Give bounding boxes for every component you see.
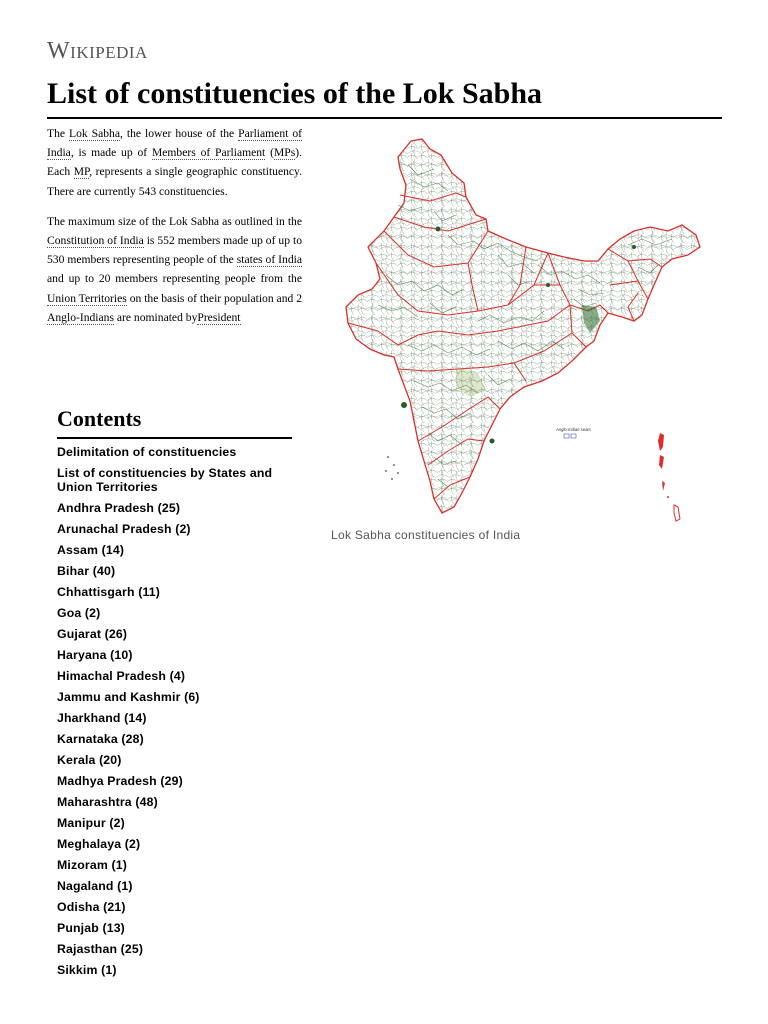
intro-text: [47, 124, 302, 338]
toc-item-chhattisgarh[interactable]: Chhattisgarh (11): [57, 585, 160, 599]
link-mps[interactable]: MPs: [273, 146, 296, 160]
toc-item-maharashtra[interactable]: Maharashtra (48): [57, 795, 158, 809]
toc-item-jharkhand[interactable]: Jharkhand (14): [57, 711, 147, 725]
toc-item-haryana[interactable]: Haryana (10): [57, 648, 133, 662]
link-lok-sabha[interactable]: Lok Sabha: [69, 127, 120, 140]
toc-item-meghalaya[interactable]: Meghalaya (2): [57, 837, 141, 851]
toc-item-goa[interactable]: Goa (2): [57, 606, 101, 620]
toc-item-delimitation[interactable]: Delimitation of constituencies: [57, 445, 237, 459]
toc-item-punjab[interactable]: Punjab (13): [57, 921, 125, 935]
text: (: [265, 146, 274, 160]
toc-item-manipur[interactable]: Manipur (2): [57, 816, 125, 830]
text: The maximum size of the Lok Sabha as outlined in the: [47, 214, 302, 228]
andaman-nicobar-islands: [658, 433, 680, 521]
toc-item-bihar[interactable]: Bihar (40): [57, 564, 116, 578]
text: ). Each: [47, 146, 303, 179]
toc-item-jammu-and-kashmir[interactable]: Jammu and Kashmir (6): [57, 690, 200, 704]
text: , is made up of: [70, 146, 152, 160]
toc-item-himachal-pradesh[interactable]: Himachal Pradesh (4): [57, 669, 186, 683]
link-members-of-parliament[interactable]: Members of Parliament: [151, 146, 266, 160]
page-title: List of constituencies of the Lok Sabha: [47, 74, 722, 119]
text: is 552 members made up of up to 530 members representing people of the: [47, 234, 302, 267]
toc-item-rajasthan[interactable]: Rajasthan (25): [57, 942, 144, 956]
contents-list: [57, 445, 292, 977]
toc-item-gujarat[interactable]: Gujarat (26): [57, 627, 128, 641]
link-anglo-indians[interactable]: Anglo-Indians: [47, 310, 114, 324]
map-caption: Lok Sabha constituencies of India: [331, 528, 521, 542]
toc-item-andhra-pradesh[interactable]: Andhra Pradesh (25): [57, 501, 181, 515]
text: , represents a single geographic constituency. There are currently 543 constituencies.: [47, 165, 302, 198]
toc-item-list-by-states[interactable]: List of constituencies by States and Union Territories: [57, 466, 273, 494]
text: on the basis of their population and 2: [126, 291, 302, 305]
toc-item-assam[interactable]: Assam (14): [57, 543, 125, 557]
text: are nominated by: [113, 310, 198, 324]
toc-item-kerala[interactable]: Kerala (20): [57, 753, 122, 767]
toc-item-sikkim[interactable]: Sikkim (1): [57, 963, 117, 977]
toc-item-arunachal-pradesh[interactable]: Arunachal Pradesh (2): [57, 522, 191, 536]
map-legend-label: Anglo-Indian seats: [556, 427, 591, 432]
link-president[interactable]: President: [197, 310, 241, 324]
link-parliament-of-india[interactable]: Parliament of India: [47, 127, 302, 160]
anglo-indian-seats-legend: [555, 427, 592, 438]
wikipedia-logo[interactable]: Wikipedia: [47, 38, 148, 64]
map-svg: [338, 135, 710, 527]
text: , the lower house of the: [119, 127, 239, 140]
link-union-territories[interactable]: Union Territories: [47, 291, 127, 305]
toc-item-nagaland[interactable]: Nagaland (1): [57, 879, 133, 893]
text: and up to 20 members representing people from the: [47, 272, 302, 286]
intro-paragraph-1: [47, 124, 302, 201]
toc-item-madhya-pradesh[interactable]: Madhya Pradesh (29): [57, 774, 183, 788]
contents-heading: Contents: [57, 405, 292, 439]
table-of-contents: [57, 405, 292, 984]
text: The: [47, 127, 69, 140]
toc-item-odisha[interactable]: Odisha (21): [57, 900, 126, 914]
lakshadweep-islands: [385, 456, 399, 480]
link-constitution-of-india[interactable]: Constitution of India: [47, 234, 144, 248]
link-mp[interactable]: MP: [73, 165, 90, 179]
india-constituency-map[interactable]: [338, 135, 710, 527]
toc-item-karnataka[interactable]: Karnataka (28): [57, 732, 144, 746]
toc-item-mizoram[interactable]: Mizoram (1): [57, 858, 127, 872]
link-states-of-india[interactable]: states of India: [236, 253, 302, 267]
intro-paragraph-2: [47, 212, 302, 327]
